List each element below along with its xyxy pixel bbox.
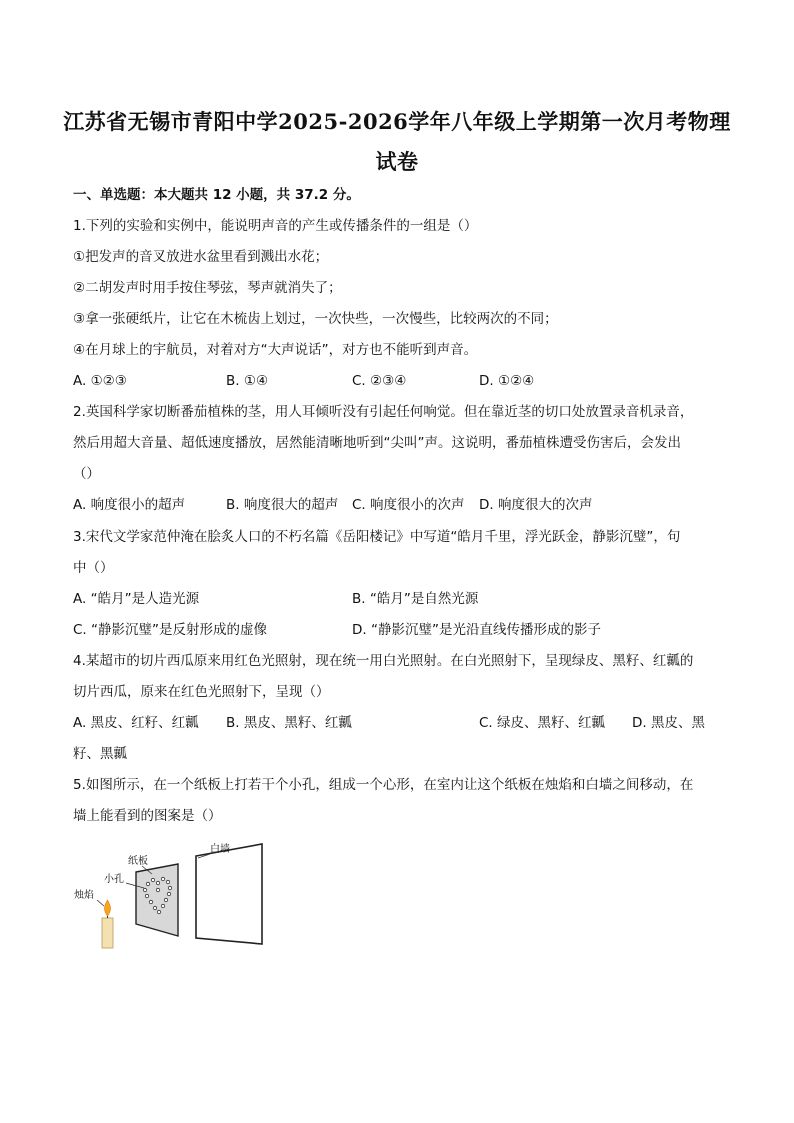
exam-title-line1: 江苏省无锡市青阳中学2025-2026学年八年级上学期第一次月考物理 [63,109,731,134]
wall-label: 白墙 [210,844,230,855]
q2-stem-line3: （） [73,466,100,482]
q4-option-d: D. 黑皮、黑 [632,715,705,731]
wall-shape [196,844,262,944]
q1-item-4: ④在月球上的宇航员，对着对方“大声说话”，对方也不能听到声音。 [73,342,478,358]
q4-stem-line1: 4.某超市的切片西瓜原来用红色光照射，现在统一用白光照射。在白光照射下，呈现绿皮、黑籽、红瓤的 [73,653,694,669]
q1-item-3: ③拿一张硬纸片，让它在木梳齿上划过，一次快些，一次慢些，比较两次的不同； [73,311,558,327]
q4-option-c: C. 绿皮、黑籽、红瓤 [479,715,606,731]
q4-option-a: A. 黑皮、红籽、红瓤 [73,715,199,731]
q3-option-c: C. “静影沉璧”是反射形成的虚像 [73,622,267,638]
q4-stem-line2: 切片西瓜，原来在红色光照射下，呈现（） [73,684,330,700]
q1-option-a: A. ①②③ [73,373,127,389]
candle-flame [104,900,110,916]
q1-item-1: ①把发声的音叉放进水盆里看到溅出水花； [73,249,329,265]
pinhole-figure [70,838,270,954]
q1-option-d: D. ①②④ [479,373,535,389]
q2-option-c: C. 响度很小的次声 [352,497,465,513]
q2-stem-line1: 2.英国科学家切断番茄植株的茎，用人耳倾听没有引起任何响觉。但在靠近茎的切口处放置录音机录音， [73,404,694,420]
candle-label: 烛焰 [74,890,94,901]
q1-option-b: B. ①④ [226,373,269,389]
q2-option-b: B. 响度很大的超声 [226,497,339,513]
q3-option-b: B. “皓月”是自然光源 [352,591,479,607]
q5-stem-line2: 墙上能看到的图案是（） [73,808,222,824]
q2-option-a: A. 响度很小的超声 [73,497,186,513]
q1-stem: 1.下列的实验和实例中，能说明声音的产生或传播条件的一组是（） [73,218,478,234]
q3-stem-line2: 中（） [73,560,114,576]
q3-option-d: D. “静影沉璧”是光沿直线传播形成的影子 [352,622,601,638]
q5-stem-line1: 5.如图所示，在一个纸板上打若干个小孔，组成一个心形，在室内让这个纸板在烛焰和白墙之间移动，在 [73,777,694,793]
q1-item-2: ②二胡发声时用手按住琴弦，琴声就消失了； [73,280,342,296]
q1-option-c: C. ②③④ [352,373,407,389]
hole-label: 小孔 [104,874,124,885]
q4-option-b: B. 黑皮、黑籽、红瓤 [226,715,352,731]
board-label: 纸板 [128,856,148,867]
q4-option-d-wrap: 籽、黑瓤 [73,746,127,762]
q2-option-d: D. 响度很大的次声 [479,497,593,513]
section-heading: 一、单选题：本大题共 12 小题，共 37.2 分。 [73,187,360,203]
candle-body [102,918,113,948]
q3-stem-line1: 3.宋代文学家范仲淹在脍炙人口的不朽名篇《岳阳楼记》中写道“皓月千里，浮光跃金，静影沉璧”，句 [73,529,681,545]
exam-title-line2: 试卷 [375,149,419,174]
q3-option-a: A. “皓月”是人造光源 [73,591,200,607]
q2-stem-line2: 然后用超大音量、超低速度播放，居然能清晰地听到“尖叫”声。这说明，番茄植株遭受伤害后，会发出 [73,435,681,451]
board-shape [136,864,178,936]
